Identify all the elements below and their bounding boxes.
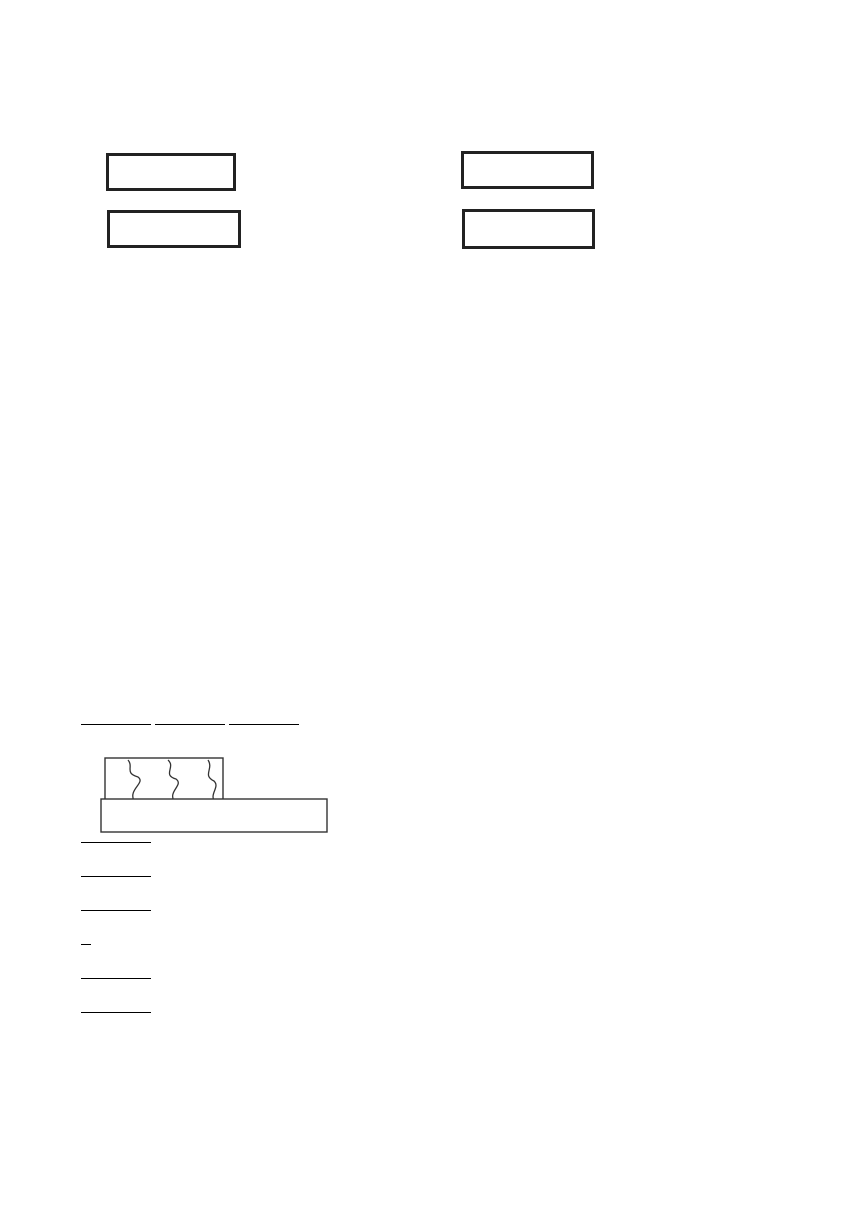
q7-strip-d bbox=[462, 209, 595, 249]
q12-blank-compare[interactable] bbox=[81, 896, 151, 911]
q13-blank-ship[interactable] bbox=[81, 964, 151, 979]
q12-blank-seconds[interactable] bbox=[81, 862, 151, 877]
q12-blank-ms[interactable] bbox=[81, 828, 151, 843]
q11-line bbox=[79, 709, 301, 729]
q12-line2 bbox=[79, 861, 153, 881]
q13-blank-jet[interactable] bbox=[81, 998, 151, 1013]
q7-strip-b bbox=[461, 151, 594, 189]
q7-strip-a bbox=[106, 153, 236, 191]
q11-blank-estimate[interactable] bbox=[229, 710, 299, 725]
q11-ruler-figure bbox=[98, 755, 332, 835]
q11-blank-length[interactable] bbox=[81, 710, 151, 725]
q13-blank-island[interactable] bbox=[81, 930, 91, 945]
q13-line3 bbox=[79, 997, 153, 1017]
q11-blank-exact[interactable] bbox=[155, 710, 225, 725]
q12-line1 bbox=[79, 827, 153, 847]
q12-line3 bbox=[79, 895, 153, 915]
q7-strip-c bbox=[107, 210, 241, 248]
q13-line1 bbox=[79, 929, 93, 949]
measured-object bbox=[105, 758, 223, 803]
q13-line2 bbox=[79, 963, 153, 983]
